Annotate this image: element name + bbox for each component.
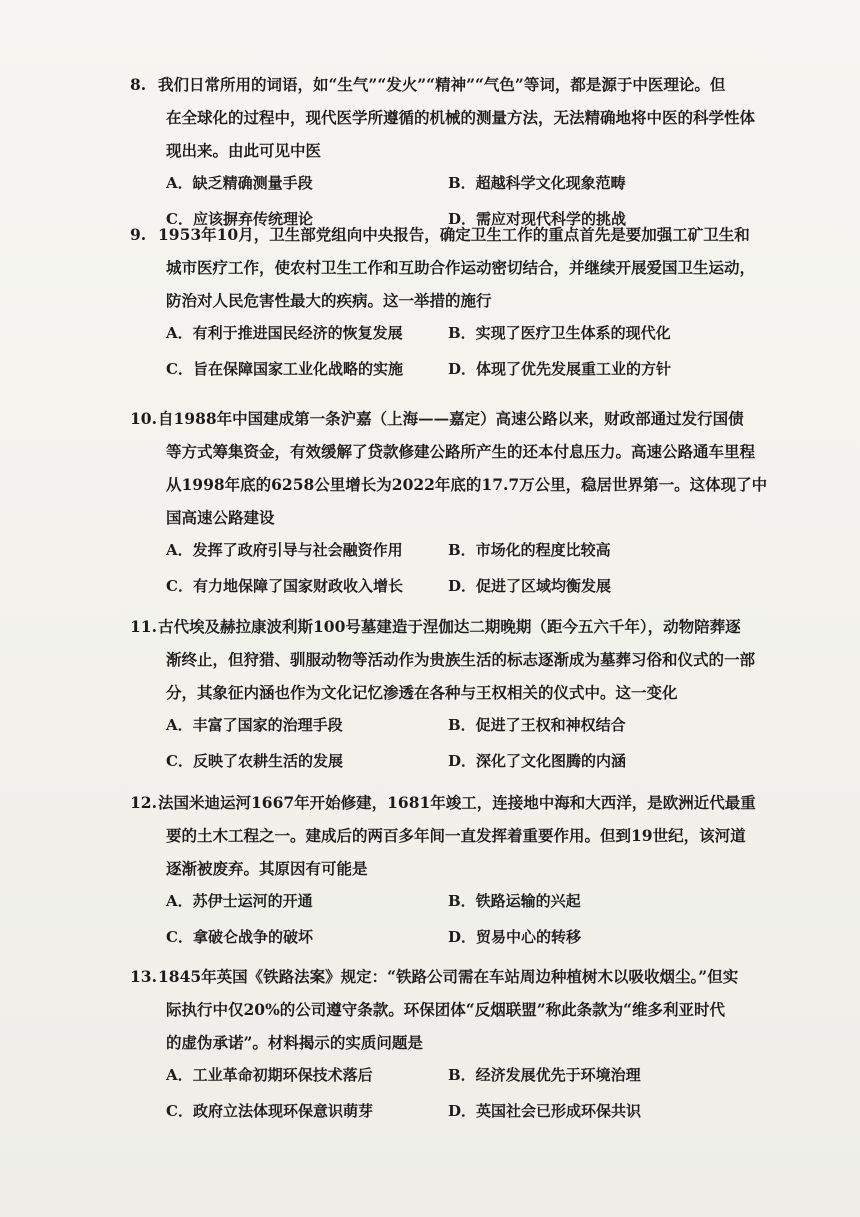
options-row (130, 885, 820, 921)
option-d: D．促进了区域均衡发展 (448, 577, 612, 595)
options-row (130, 570, 820, 606)
question-stem-line: 等方式筹集资金，有效缓解了贷款修建公路所产生的还本付息压力。高速公路通车里程 (166, 442, 756, 461)
options-row (130, 534, 820, 570)
options-row (130, 167, 820, 203)
question-8 (130, 68, 820, 239)
question-stem-line: 从1998年底的6258公里增长为2022年底的17.7万公里，稳居世界第一。这体现了中 (166, 475, 768, 494)
question-number: 8. (130, 75, 147, 94)
option-d: D．贸易中心的转移 (448, 928, 582, 946)
options-row (130, 709, 820, 745)
option-c: C．政府立法体现环保意识萌芽 (166, 1102, 373, 1120)
question-11 (130, 610, 820, 781)
option-a: A．有利于推进国民经济的恢复发展 (166, 324, 403, 342)
question-stem-line: 国高速公路建设 (166, 508, 275, 527)
question-stem-line: 在全球化的过程中，现代医学所遵循的机械的测量方法，无法精确地将中医的科学性体 (166, 108, 756, 127)
question-10 (130, 402, 820, 606)
options-row (130, 1059, 820, 1095)
option-d: D．需应对现代科学的挑战 (448, 210, 627, 228)
question-number: 13. (130, 967, 157, 986)
option-c: C．反映了农耕生活的发展 (166, 752, 343, 770)
question-number: 11. (130, 617, 157, 636)
option-c: C．应该摒弃传统理论 (166, 210, 313, 228)
question-number: 12. (130, 793, 157, 812)
option-d: D．深化了文化图腾的内涵 (448, 752, 627, 770)
question-stem-line: 分，其象征内涵也作为文化记忆渗透在各种与王权相关的仪式中。这一变化 (166, 683, 678, 702)
question-stem-line: 渐终止，但狩猎、驯服动物等活动作为贵族生活的标志逐渐成为墓葬习俗和仪式的一部 (166, 650, 756, 669)
question-stem-line: 要的土木工程之一。建成后的两百多年间一直发挥着重要作用。但到19世纪，该河道 (166, 826, 746, 845)
question-stem-line: 古代埃及赫拉康波利斯100号墓建造于涅伽达二期晚期（距今五六千年），动物陪葬逐 (158, 617, 741, 636)
option-b: B．市场化的程度比较高 (448, 541, 611, 559)
question-13 (130, 960, 820, 1131)
question-stem-line: 际执行中仅20%的公司遵守条款。环保团体“反烟联盟”称此条款为“维多利亚时代 (166, 1000, 726, 1019)
question-stem-line: 城市医疗工作，使农村卫生工作和互助合作运动密切结合，并继续开展爱国卫生运动， (166, 258, 756, 277)
option-c: C．拿破仑战争的破坏 (166, 928, 313, 946)
option-b: B．促进了王权和神权结合 (448, 716, 626, 734)
options-row (130, 1095, 820, 1131)
option-b: B．经济发展优先于环境治理 (448, 1066, 641, 1084)
option-b: B．超越科学文化现象范畴 (448, 174, 626, 192)
options-row (130, 921, 820, 957)
question-stem-line: 逐渐被废弃。其原因有可能是 (166, 859, 368, 878)
option-b: B．铁路运输的兴起 (448, 892, 581, 910)
option-c: C．有力地保障了国家财政收入增长 (166, 577, 403, 595)
option-a: A．丰富了国家的治理手段 (166, 716, 343, 734)
question-number: 10. (130, 409, 157, 428)
question-stem-line: 防治对人民危害性最大的疾病。这一举措的施行 (166, 291, 492, 310)
question-9 (130, 218, 820, 389)
options-row (130, 745, 820, 781)
question-stem-line: 法国米迪运河1667年开始修建，1681年竣工，连接地中海和大西洋，是欧洲近代最重 (158, 793, 756, 812)
question-stem-line: 1953年10月，卫生部党组向中央报告，确定卫生工作的重点首先是要加强工矿卫生和 (158, 225, 750, 244)
option-b: B．实现了医疗卫生体系的现代化 (448, 324, 671, 342)
question-stem-line: 的虚伪承诺”。材料揭示的实质问题是 (166, 1033, 423, 1052)
option-a: A．发挥了政府引导与社会融资作用 (166, 541, 403, 559)
option-a: A．缺乏精确测量手段 (166, 174, 313, 192)
question-stem-line: 我们日常所用的词语，如“生气”“发火”“精神”“气色”等词，都是源于中医理论。但 (158, 75, 726, 94)
options-row (130, 353, 820, 389)
question-number: 9. (130, 225, 147, 244)
option-c: C．旨在保障国家工业化战略的实施 (166, 360, 403, 378)
question-stem-line: 1845年英国《铁路法案》规定：“铁路公司需在车站周边种植树木以吸收烟尘。”但实 (158, 967, 739, 986)
option-d: D．英国社会已形成环保共识 (448, 1102, 642, 1120)
question-12 (130, 786, 820, 957)
option-d: D．体现了优先发展重工业的方针 (448, 360, 672, 378)
option-a: A．苏伊士运河的开通 (166, 892, 313, 910)
options-row (130, 317, 820, 353)
question-stem-line: 自1988年中国建成第一条沪嘉（上海——嘉定）高速公路以来，财政部通过发行国债 (158, 409, 744, 428)
question-stem-line: 现出来。由此可见中医 (166, 141, 322, 160)
option-a: A．工业革命初期环保技术落后 (166, 1066, 373, 1084)
